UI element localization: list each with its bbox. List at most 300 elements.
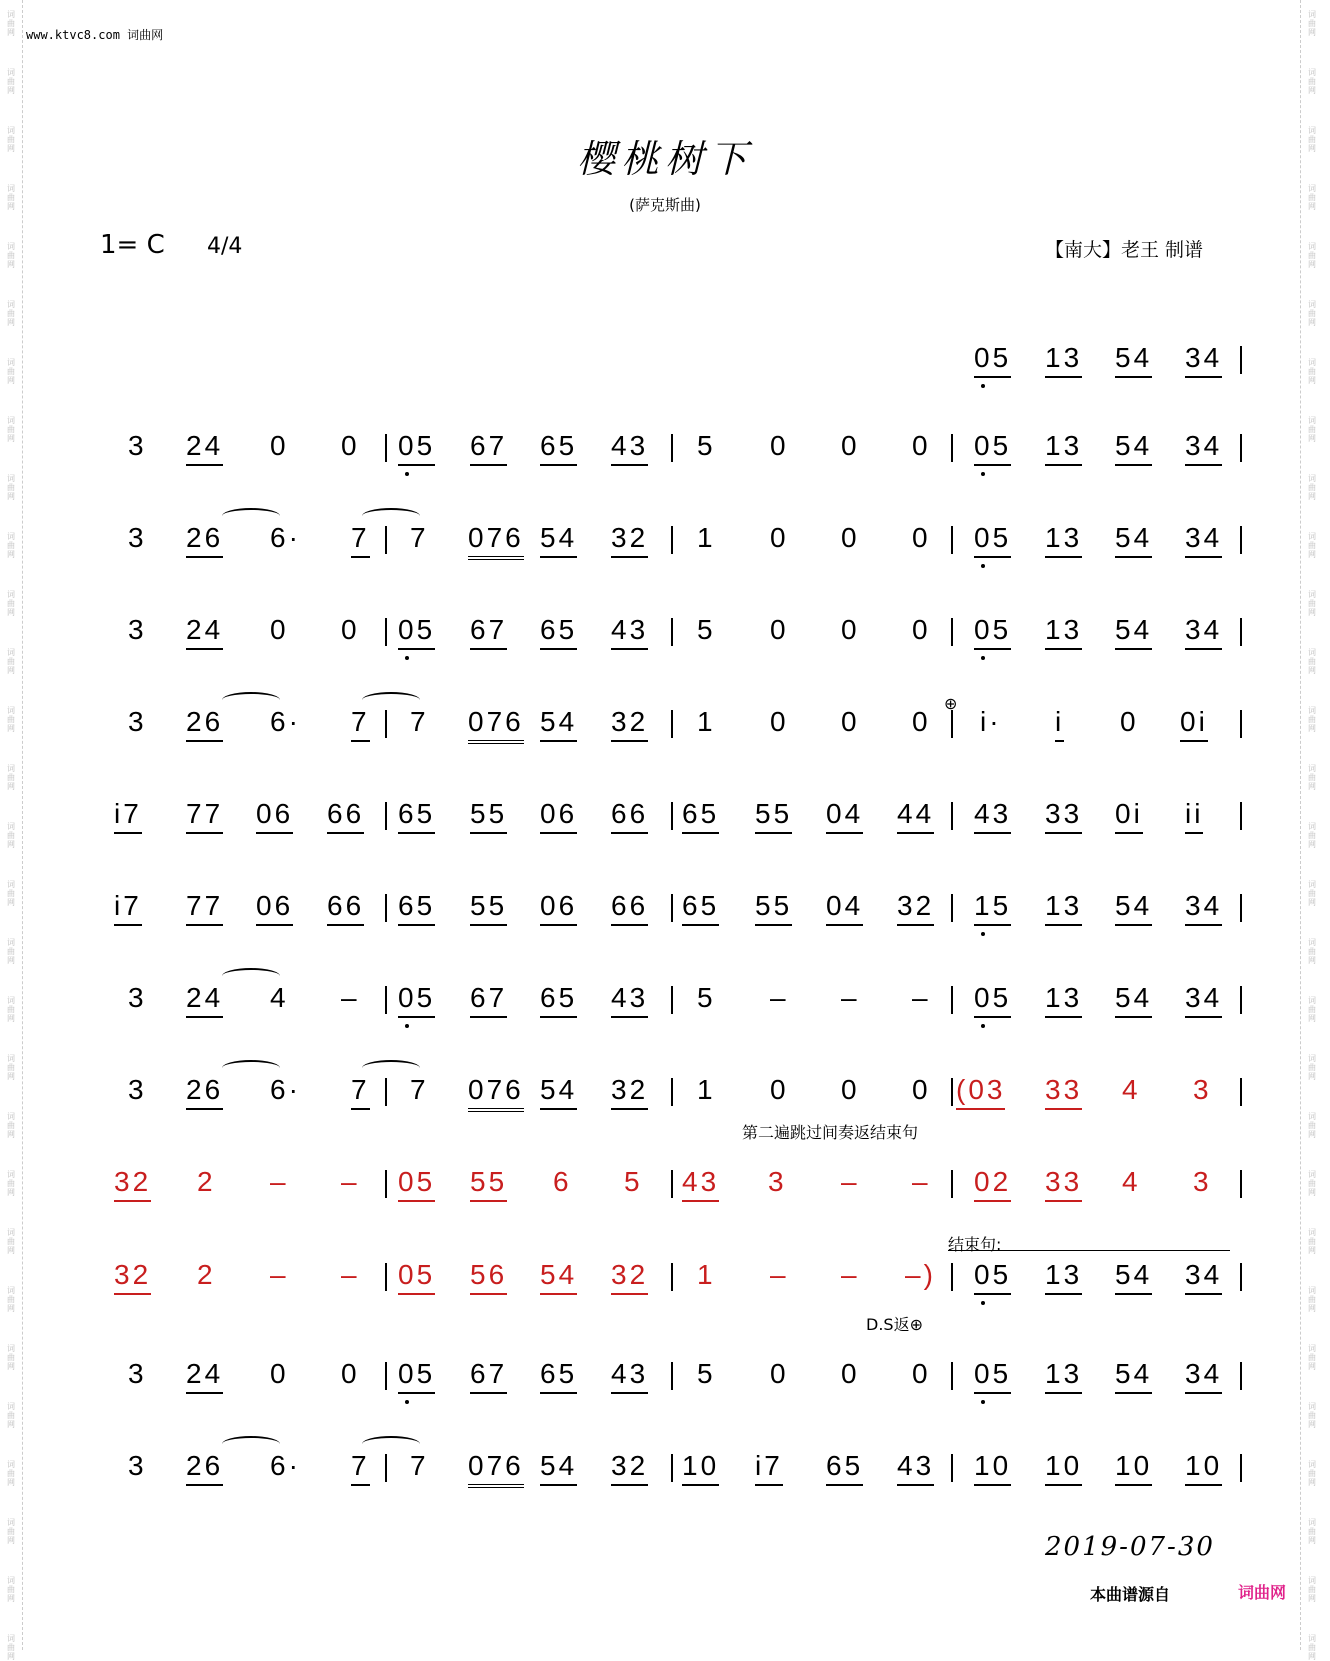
note: 24	[186, 1356, 223, 1394]
note: 32	[611, 1257, 648, 1295]
subtitle: (萨克斯曲)	[629, 196, 701, 214]
note: –	[341, 1166, 360, 1197]
note: 0	[1120, 706, 1139, 737]
score-row	[0, 520, 1330, 570]
watermark-text: 词 曲 网	[1308, 706, 1316, 733]
note: i	[1055, 704, 1064, 742]
barline	[671, 1263, 673, 1291]
barline	[1240, 1078, 1242, 1106]
watermark-text: 词 曲 网	[1308, 68, 1316, 95]
note: 3	[768, 1166, 787, 1197]
note: 65	[398, 796, 435, 834]
note: 7	[410, 706, 429, 737]
arranger-credit: 【南大】老王 制谱	[1045, 239, 1204, 261]
note: 55	[470, 888, 507, 926]
barline	[671, 986, 673, 1014]
note: 54	[1115, 888, 1152, 926]
ending-bracket	[948, 1250, 1230, 1251]
note: 7	[410, 522, 429, 553]
watermark-text: 词 曲 网	[7, 416, 15, 443]
note: 3	[128, 706, 147, 737]
note: 54	[1115, 1356, 1152, 1394]
note: 77	[186, 888, 223, 926]
watermark-text: 词 曲 网	[7, 938, 15, 965]
score-row	[0, 340, 1330, 390]
note: 55	[470, 1164, 507, 1202]
note: 54	[1115, 1257, 1152, 1295]
score-row	[0, 612, 1330, 662]
note: 0	[770, 1358, 789, 1389]
barline	[385, 526, 387, 554]
watermark-text: 词 曲 网	[1308, 184, 1316, 211]
note: 06	[256, 888, 293, 926]
watermark-text: 词 曲 网	[7, 1634, 15, 1661]
note: 2	[197, 1259, 216, 1290]
note: 55	[470, 796, 507, 834]
barline	[1240, 710, 1242, 738]
watermark-text: 词 曲 网	[7, 184, 15, 211]
note: 67	[470, 1356, 507, 1394]
note: 65	[398, 888, 435, 926]
barline	[1240, 986, 1242, 1014]
note: 0	[912, 706, 931, 737]
note: 10	[974, 1448, 1011, 1486]
barline	[1240, 802, 1242, 830]
slur	[362, 508, 420, 524]
score-row	[0, 704, 1330, 754]
barline	[385, 1362, 387, 1390]
note: –	[912, 982, 931, 1013]
note: –	[841, 1166, 860, 1197]
note: 3	[128, 1450, 147, 1481]
note: 05	[974, 520, 1011, 558]
brand-link[interactable]: 词曲网	[1238, 1583, 1287, 1602]
watermark-text: 词 曲 网	[1308, 1170, 1316, 1197]
note: 6·	[270, 706, 301, 737]
barline	[1240, 1362, 1242, 1390]
note: i·	[980, 706, 1002, 737]
note: 076	[468, 704, 524, 744]
slur	[222, 968, 280, 984]
note: 076	[468, 1448, 524, 1488]
second-pass-note: 第二遍跳过间奏返结束句	[742, 1123, 919, 1142]
barline	[1240, 346, 1242, 374]
note: 54	[1115, 340, 1152, 378]
watermark-text: 词 曲 网	[7, 1228, 15, 1255]
score-row	[0, 796, 1330, 846]
note: 33	[1045, 1072, 1082, 1110]
note: 0	[770, 706, 789, 737]
note: 34	[1185, 888, 1222, 926]
note: 67	[470, 612, 507, 650]
watermark-text: 词 曲 网	[7, 474, 15, 501]
note: 34	[1185, 520, 1222, 558]
note: 54	[540, 1257, 577, 1295]
note: 1	[697, 1259, 716, 1290]
ds-mark: D.S返⊕	[866, 1315, 923, 1334]
watermark-text: 词 曲 网	[7, 300, 15, 327]
note: 0	[912, 522, 931, 553]
note: 02	[974, 1164, 1011, 1202]
note: 5	[697, 614, 716, 645]
barline	[671, 802, 673, 830]
note: 55	[755, 888, 792, 926]
note: 44	[897, 796, 934, 834]
watermark-text: 词 曲 网	[1308, 10, 1316, 37]
note: 55	[755, 796, 792, 834]
low-octave-dot	[981, 384, 985, 388]
watermark-text: 词 曲 网	[7, 1402, 15, 1429]
note: 076	[468, 520, 524, 560]
note: 54	[540, 704, 577, 742]
note: 77	[186, 796, 223, 834]
note: 0	[841, 1358, 860, 1389]
note: 0	[841, 706, 860, 737]
note: 13	[1045, 612, 1082, 650]
note: 7	[410, 1450, 429, 1481]
watermark-text: 词 曲 网	[1308, 1344, 1316, 1371]
key-signature: 1= C	[100, 230, 165, 260]
note: 26	[186, 1448, 223, 1486]
note: 0	[912, 614, 931, 645]
score-row	[0, 1448, 1330, 1498]
note: 32	[114, 1257, 151, 1295]
note: 0	[770, 430, 789, 461]
barline	[671, 1078, 673, 1106]
watermark-text: 词 曲 网	[1308, 126, 1316, 153]
barline	[1240, 1454, 1242, 1482]
note: 43	[682, 1164, 719, 1202]
note: –	[770, 982, 789, 1013]
note: 13	[1045, 340, 1082, 378]
watermark-text: 词 曲 网	[1308, 1576, 1316, 1603]
note: 3	[128, 430, 147, 461]
low-octave-dot	[981, 1024, 985, 1028]
score-row	[0, 428, 1330, 478]
note: 43	[611, 612, 648, 650]
note: 0	[841, 430, 860, 461]
note: 65	[540, 612, 577, 650]
barline	[671, 1454, 673, 1482]
barline	[385, 1170, 387, 1198]
note: 13	[1045, 428, 1082, 466]
note: 34	[1185, 612, 1222, 650]
note: i7	[114, 888, 142, 926]
note: 04	[826, 888, 863, 926]
watermark-text: 词 曲 网	[1308, 996, 1316, 1023]
watermark-text: 词 曲 网	[7, 996, 15, 1023]
note: 54	[540, 1072, 577, 1110]
note: –	[341, 982, 360, 1013]
note: 34	[1185, 428, 1222, 466]
note: 06	[256, 796, 293, 834]
note: 7	[351, 520, 370, 558]
watermark-text: 词 曲 网	[7, 648, 15, 675]
note: 5	[624, 1166, 643, 1197]
note: 0	[841, 522, 860, 553]
note: i7	[114, 796, 142, 834]
note: 33	[1045, 796, 1082, 834]
note: 06	[540, 888, 577, 926]
barline	[951, 894, 953, 922]
watermark-text: 词 曲 网	[1308, 1054, 1316, 1081]
watermark-text: 词 曲 网	[1308, 590, 1316, 617]
score-row	[0, 1257, 1330, 1307]
note: 65	[540, 1356, 577, 1394]
note: 56	[470, 1257, 507, 1295]
note: –)	[905, 1259, 936, 1290]
note: 24	[186, 612, 223, 650]
note: 67	[470, 980, 507, 1018]
score-row	[0, 1356, 1330, 1406]
watermark-text: 词 曲 网	[7, 68, 15, 95]
note: 34	[1185, 1257, 1222, 1295]
watermark-text: 词 曲 网	[1308, 532, 1316, 559]
note: 05	[398, 428, 435, 466]
note: 32	[611, 704, 648, 742]
barline	[671, 526, 673, 554]
note: 34	[1185, 1356, 1222, 1394]
note: 43	[611, 428, 648, 466]
note: –	[841, 982, 860, 1013]
site-url[interactable]: www.ktvc8.com 词曲网	[26, 28, 164, 42]
note: 6	[553, 1166, 572, 1197]
watermark-text: 词 曲 网	[1308, 1112, 1316, 1139]
note: 0	[341, 614, 360, 645]
watermark-text: 词 曲 网	[7, 10, 15, 37]
watermark-text: 词 曲 网	[7, 1286, 15, 1313]
note: 0	[841, 1074, 860, 1105]
note: 54	[540, 520, 577, 558]
note: 0	[770, 1074, 789, 1105]
note: 65	[540, 428, 577, 466]
barline	[951, 1263, 953, 1291]
barline	[951, 434, 953, 462]
note: 04	[826, 796, 863, 834]
barline	[671, 434, 673, 462]
note: 5	[697, 982, 716, 1013]
note: 54	[1115, 980, 1152, 1018]
note: –	[912, 1166, 931, 1197]
note: 05	[974, 1356, 1011, 1394]
watermark-text: 词 曲 网	[7, 1576, 15, 1603]
note: 05	[974, 340, 1011, 378]
note: 43	[611, 1356, 648, 1394]
note: 33	[1045, 1164, 1082, 1202]
note: 0	[912, 1074, 931, 1105]
watermark-text: 词 曲 网	[7, 764, 15, 791]
note: 32	[611, 1448, 648, 1486]
barline	[671, 1170, 673, 1198]
note: 3	[128, 522, 147, 553]
watermark-text: 词 曲 网	[1308, 764, 1316, 791]
note: 24	[186, 428, 223, 466]
slur	[362, 1436, 420, 1452]
watermark-text: 词 曲 网	[1308, 648, 1316, 675]
barline	[1240, 894, 1242, 922]
score-row	[0, 888, 1330, 938]
page-title: 樱桃树下	[576, 137, 753, 181]
note: (03	[956, 1072, 1005, 1110]
note: 10	[1045, 1448, 1082, 1486]
note: 4	[270, 982, 289, 1013]
barline	[385, 1454, 387, 1482]
low-octave-dot	[981, 1301, 985, 1305]
barline	[671, 618, 673, 646]
note: 6·	[270, 1450, 301, 1481]
note: 54	[1115, 520, 1152, 558]
note: 32	[611, 1072, 648, 1110]
watermark-text: 词 曲 网	[7, 1344, 15, 1371]
barline	[951, 526, 953, 554]
watermark-text: 词 曲 网	[1308, 358, 1316, 385]
note: 0	[770, 614, 789, 645]
note: 3	[128, 982, 147, 1013]
note: 7	[410, 1074, 429, 1105]
note: 26	[186, 704, 223, 742]
note: 5	[697, 430, 716, 461]
note: 43	[974, 796, 1011, 834]
slur	[362, 692, 420, 708]
note: 32	[897, 888, 934, 926]
note: –	[841, 1259, 860, 1290]
note: 6·	[270, 522, 301, 553]
barline	[385, 1263, 387, 1291]
barline	[385, 434, 387, 462]
note: 13	[1045, 980, 1082, 1018]
note: 0	[841, 614, 860, 645]
note: i7	[755, 1448, 783, 1486]
note: 4	[1122, 1166, 1141, 1197]
note: 15	[974, 888, 1011, 926]
watermark-text: 词 曲 网	[1308, 1518, 1316, 1545]
watermark-text: 词 曲 网	[1308, 1402, 1316, 1429]
note: 13	[1045, 1257, 1082, 1295]
watermark-text: 词 曲 网	[1308, 880, 1316, 907]
note: 54	[1115, 612, 1152, 650]
note: 076	[468, 1072, 524, 1112]
low-octave-dot	[981, 472, 985, 476]
note: 05	[398, 1164, 435, 1202]
note: 1	[697, 1074, 716, 1105]
note: 26	[186, 1072, 223, 1110]
note: 0	[912, 430, 931, 461]
note: 54	[540, 1448, 577, 1486]
slur	[222, 1436, 280, 1452]
watermark-text: 词 曲 网	[7, 126, 15, 153]
note: 13	[1045, 888, 1082, 926]
note: 32	[114, 1164, 151, 1202]
note: 66	[327, 888, 364, 926]
note: 1	[697, 706, 716, 737]
barline	[951, 802, 953, 830]
watermark-text: 词 曲 网	[1308, 1228, 1316, 1255]
note: 66	[327, 796, 364, 834]
note: 05	[974, 1257, 1011, 1295]
note: 66	[611, 888, 648, 926]
barline	[1240, 526, 1242, 554]
time-signature: 4/4	[207, 234, 243, 259]
watermark-text: 词 曲 网	[7, 1518, 15, 1545]
note: 13	[1045, 520, 1082, 558]
barline	[385, 802, 387, 830]
note: 0	[270, 614, 289, 645]
note: 7	[351, 1072, 370, 1110]
watermark-text: 词 曲 网	[1308, 300, 1316, 327]
barline	[385, 894, 387, 922]
watermark-text: 词 曲 网	[7, 822, 15, 849]
note: 10	[1185, 1448, 1222, 1486]
watermark-text: 词 曲 网	[1308, 822, 1316, 849]
watermark-text: 词 曲 网	[1308, 1460, 1316, 1487]
note: 67	[470, 428, 507, 466]
barline	[671, 710, 673, 738]
watermark-text: 词 曲 网	[7, 706, 15, 733]
barline	[951, 1454, 953, 1482]
watermark-text: 词 曲 网	[1308, 1634, 1316, 1661]
note: 54	[1115, 428, 1152, 466]
note: 0i	[1180, 704, 1208, 742]
score-row	[0, 980, 1330, 1030]
watermark-text: 词 曲 网	[7, 1112, 15, 1139]
ending-label: 结束句:	[948, 1235, 1002, 1254]
note: 6·	[270, 1074, 301, 1105]
note: 0	[270, 1358, 289, 1389]
barline	[385, 1078, 387, 1106]
note: 10	[682, 1448, 719, 1486]
note: 7	[351, 1448, 370, 1486]
note: 3	[128, 1358, 147, 1389]
watermark-text: 词 曲 网	[7, 1054, 15, 1081]
barline	[951, 986, 953, 1014]
note: 06	[540, 796, 577, 834]
note: 0	[770, 522, 789, 553]
watermark-text: 词 曲 网	[1308, 474, 1316, 501]
note: 05	[398, 1257, 435, 1295]
note: 05	[398, 612, 435, 650]
note: –	[270, 1166, 289, 1197]
low-octave-dot	[981, 564, 985, 568]
note: 05	[974, 612, 1011, 650]
score-row	[0, 1164, 1330, 1214]
note: 43	[611, 980, 648, 1018]
watermark-text: 词 曲 网	[7, 242, 15, 269]
note: 7	[351, 704, 370, 742]
low-octave-dot	[405, 472, 409, 476]
note: 1	[697, 522, 716, 553]
coda-icon: ⊕	[944, 694, 958, 713]
barline	[951, 618, 953, 646]
low-octave-dot	[405, 656, 409, 660]
barline	[671, 894, 673, 922]
slur	[362, 1060, 420, 1076]
low-octave-dot	[981, 656, 985, 660]
watermark-text: 词 曲 网	[7, 532, 15, 559]
note: ii	[1185, 796, 1203, 834]
watermark-text: 词 曲 网	[1308, 416, 1316, 443]
low-octave-dot	[405, 1024, 409, 1028]
watermark-text: 词 曲 网	[1308, 1286, 1316, 1313]
note: 13	[1045, 1356, 1082, 1394]
barline	[385, 710, 387, 738]
watermark-text: 词 曲 网	[7, 1170, 15, 1197]
note: –	[270, 1259, 289, 1290]
note: 0i	[1115, 796, 1143, 834]
watermark-text: 词 曲 网	[7, 590, 15, 617]
score-row	[0, 1072, 1330, 1122]
note: 3	[128, 1074, 147, 1105]
note: 05	[974, 980, 1011, 1018]
